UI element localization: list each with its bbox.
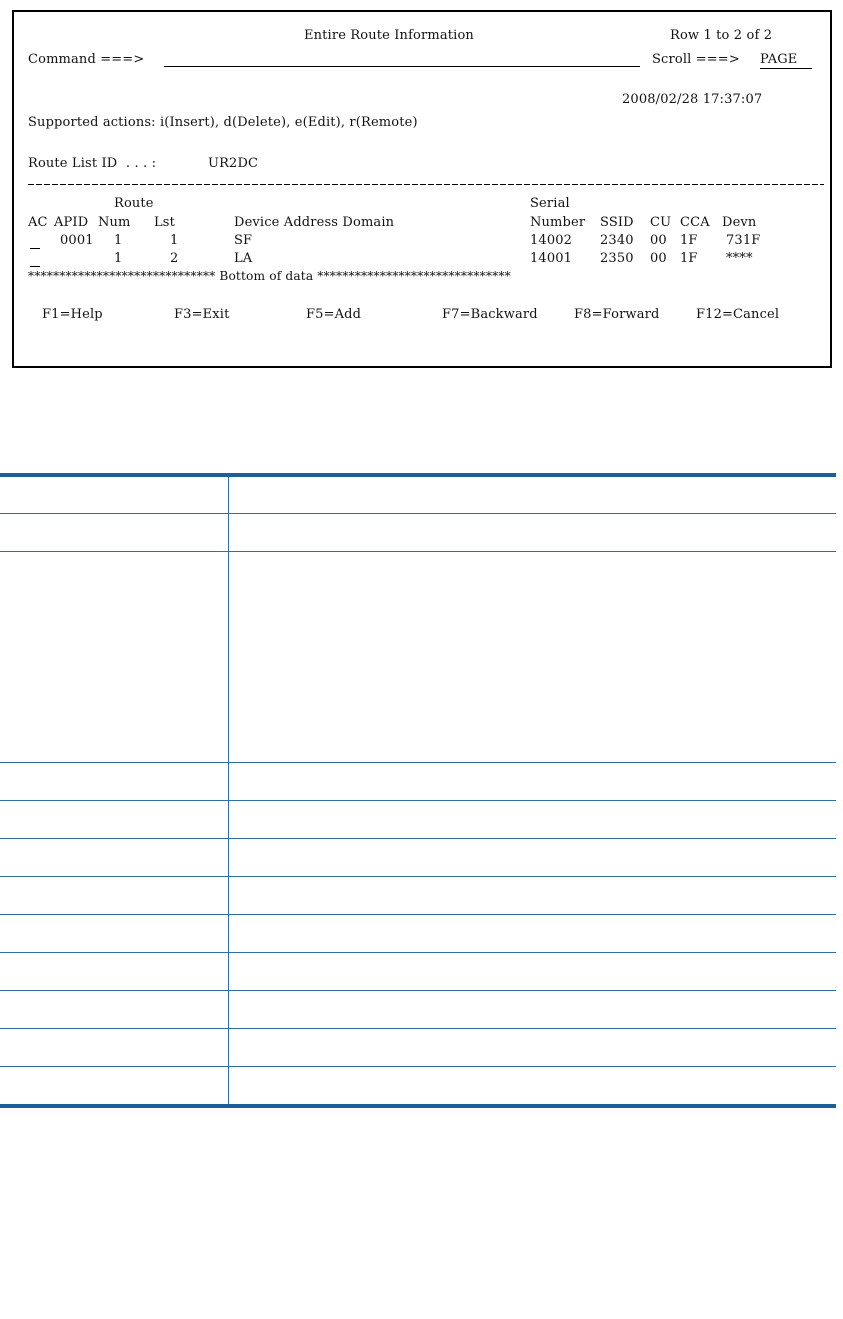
table-cell: [0, 991, 229, 1029]
screen-title: Entire Route Information: [304, 28, 474, 43]
row-1-device: SF: [234, 233, 253, 248]
f8-forward-key[interactable]: F8=Forward: [574, 307, 660, 322]
col-apid: APID: [54, 215, 89, 230]
table-row: [0, 991, 836, 1029]
row-1-number: 14002: [530, 233, 573, 248]
table-row: [0, 839, 836, 877]
command-label: Command ===>: [28, 52, 145, 67]
row-2-num: 1: [114, 251, 123, 266]
table-cell: [229, 991, 837, 1029]
table-cell: [0, 1067, 229, 1107]
row-2-cu: 00: [650, 251, 667, 266]
row-2-action-field[interactable]: [30, 266, 40, 267]
table-cell: [0, 552, 229, 763]
field-description-table: [0, 476, 836, 1108]
row-1-action-field[interactable]: [30, 248, 40, 249]
row-2-lst: 2: [170, 251, 179, 266]
table-row: [0, 1067, 836, 1107]
col-number: Number: [530, 215, 586, 230]
table-cell: [229, 476, 837, 514]
table-cell: [229, 1067, 837, 1107]
col-route-label: Route: [114, 196, 154, 211]
f3-exit-key[interactable]: F3=Exit: [174, 307, 230, 322]
row-1-cca: 1F: [680, 233, 698, 248]
f5-add-key[interactable]: F5=Add: [306, 307, 362, 322]
table-row: [0, 514, 836, 552]
route-list-id-value: UR2DC: [208, 156, 259, 171]
supported-actions: Supported actions: i(Insert), d(Delete), e(Edit), r(Remote): [28, 115, 418, 130]
table-row: [0, 953, 836, 991]
col-lst: Lst: [154, 215, 175, 230]
table-cell: [0, 1029, 229, 1067]
terminal-screen: [12, 10, 832, 368]
col-cca: CCA: [680, 215, 710, 230]
table-cell: [0, 801, 229, 839]
table-cell: [0, 476, 229, 514]
row-2-cca: 1F: [680, 251, 698, 266]
table-cell: [0, 915, 229, 953]
row-2-number: 14001: [530, 251, 573, 266]
col-num: Num: [98, 215, 131, 230]
table-row: [0, 763, 836, 801]
row-2-devn: ****: [726, 251, 753, 266]
row-info: Row 1 to 2 of 2: [670, 28, 773, 43]
f7-backward-key[interactable]: F7=Backward: [442, 307, 538, 322]
table-row: [0, 915, 836, 953]
f1-help-key[interactable]: F1=Help: [42, 307, 103, 322]
row-1-ssid: 2340: [600, 233, 634, 248]
table-cell: [0, 514, 229, 552]
table-cell: [229, 953, 837, 991]
table-cell: [0, 839, 229, 877]
table-cell: [0, 953, 229, 991]
table-cell: [229, 839, 837, 877]
bottom-of-data-marker: ****************************** Bottom of data *******************************: [28, 269, 511, 283]
col-ac: AC: [28, 215, 48, 230]
table-cell: [0, 763, 229, 801]
table-cell: [229, 552, 837, 763]
row-1-num: 1: [114, 233, 123, 248]
timestamp: 2008/02/28 17:37:07: [622, 92, 763, 107]
table-cell: [229, 801, 837, 839]
table-cell: [229, 514, 837, 552]
f12-cancel-key[interactable]: F12=Cancel: [696, 307, 780, 322]
route-list-id-label: Route List ID . . . :: [28, 156, 157, 171]
table-cell: [229, 763, 837, 801]
row-2-ssid: 2350: [600, 251, 634, 266]
row-1-lst: 1: [170, 233, 179, 248]
command-input[interactable]: [166, 50, 640, 66]
table-row: [0, 877, 836, 915]
row-2-device: LA: [234, 251, 253, 266]
table-row: [0, 552, 836, 763]
table-cell: [229, 915, 837, 953]
scroll-label: Scroll ===>: [652, 52, 740, 67]
table-row: [0, 1029, 836, 1067]
table-cell: [0, 877, 229, 915]
table-row: [0, 801, 836, 839]
table-row: [0, 476, 836, 514]
scroll-field-underline: [760, 68, 812, 69]
col-cu: CU: [650, 215, 672, 230]
row-1-apid: 0001: [60, 233, 94, 248]
col-serial-label: Serial: [530, 196, 570, 211]
col-device-address-domain: Device Address Domain: [234, 215, 395, 230]
row-1-devn: 731F: [726, 233, 761, 248]
table-cell: [229, 877, 837, 915]
row-1-cu: 00: [650, 233, 667, 248]
scroll-field[interactable]: PAGE: [760, 52, 798, 67]
col-ssid: SSID: [600, 215, 634, 230]
col-devn: Devn: [722, 215, 757, 230]
separator-line: [28, 184, 824, 185]
table-cell: [229, 1029, 837, 1067]
command-input-underline: [164, 66, 640, 67]
